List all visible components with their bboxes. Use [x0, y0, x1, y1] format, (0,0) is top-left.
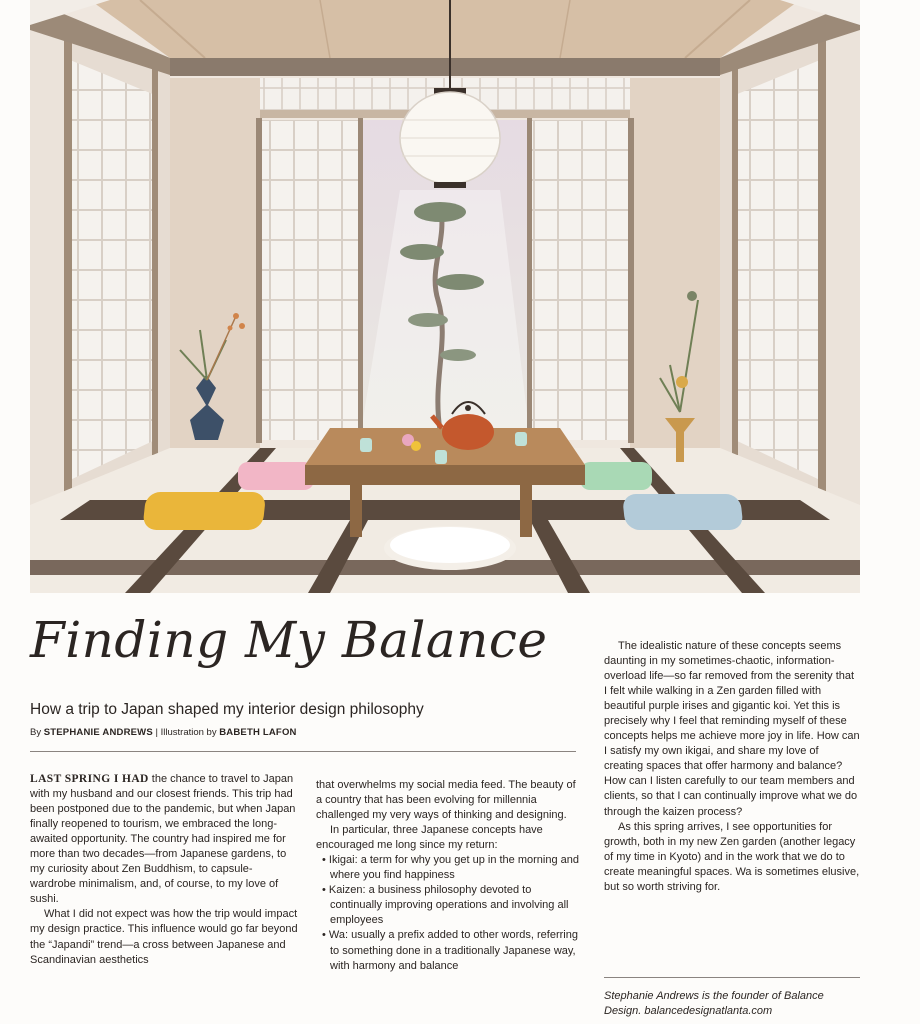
cushion-blue [622, 494, 744, 530]
lead-in: LAST SPRING I HAD [30, 773, 149, 785]
body-paragraph: In particular, three Japanese concepts have encouraged me long since my return: [316, 824, 543, 852]
byline-author: STEPHANIE ANDREWS [43, 727, 153, 738]
body-column-1 [30, 772, 298, 968]
byline-by-prefix: By [30, 727, 42, 738]
paragraph-text: the chance to travel to Japan with my husband and our closest friends. This trip had been postponed due to the pandemic, but when Japan finally reopened to tourism, we embraced the long-awaited opportunity. The country had inspired me for more than two decades—from Japanese gardens, to my curiosity about Zen Buddhism, to capsule-wardrobe minimalism, and, of course, to my love of sushi. [30, 773, 296, 906]
bullet-ikigai: • Ikigai: a term for why you get up in the morning and where you find happiness [322, 854, 579, 882]
article-title: Finding My Balance [30, 611, 548, 669]
back-shoji-left [260, 120, 360, 440]
bullet-kaizen: • Kaizen: a business philosophy devoted to continually improving operations and involving all employees [322, 884, 569, 927]
byline-illustration-prefix: Illustration by [160, 727, 217, 738]
body-paragraph [30, 772, 298, 907]
title-divider [30, 751, 576, 752]
body-paragraph: As this spring arrives, I see opportunities for growth, both in my new Zen garden (another legacy of my time in Kyoto) and in the work that we do to create meaningful spaces. Wa is sometimes elusive, but so worth striving for. [604, 820, 860, 893]
back-wall-left [170, 78, 260, 448]
byline-illustrator: BABETH LAFON [219, 727, 297, 738]
body-paragraph: The idealistic nature of these concepts seems daunting in my sometimes-chaotic, information-overload life—so far removed from the serenity that I felt while walking in a Zen garden filled with beautiful purple irises and gigantic koi. Yet this is precisely why I feel that reminding myself of these concepts helps me achieve more joy in life. How can I satisfy my own ikigai, and share my love of creating spaces that offer harmony and balance? How can I listen carefully to our team members and clients, so that I can continually improve what we do through the kaizen process? [604, 640, 860, 818]
cushion-green [580, 462, 652, 490]
cushion-white [384, 526, 516, 570]
body-column-2 [316, 778, 584, 974]
byline [30, 727, 297, 738]
body-column-3 [604, 639, 860, 895]
body-paragraph: What I did not expect was how the trip would impact my design practice. This influence would go far beyond the “Japandi” trend—a cross between Japanese and Scandinavian aesthetics [30, 908, 298, 966]
article-illustration [30, 0, 860, 593]
bio-divider [604, 977, 860, 978]
ceiling [90, 0, 800, 76]
cushion-yellow [142, 492, 266, 530]
byline-separator: | [155, 727, 158, 738]
bullet-wa: • Wa: usually a prefix added to other words, referring to something done in a traditionally Japanese way, with harmony and balance [322, 929, 578, 972]
author-bio: Stephanie Andrews is the founder of Balance Design. balancedesignatlanta.com [604, 990, 824, 1017]
right-shoji [735, 60, 820, 480]
article-subtitle: How a trip to Japan shaped my interior design philosophy [30, 701, 424, 718]
cushion-pink [238, 462, 314, 490]
body-paragraph: that overwhelms my social media feed. The beauty of a country that has been evolving for millennia challenged my very ways of thinking and designing. [316, 779, 576, 822]
back-shoji-right [530, 120, 630, 440]
left-shoji [70, 60, 155, 480]
